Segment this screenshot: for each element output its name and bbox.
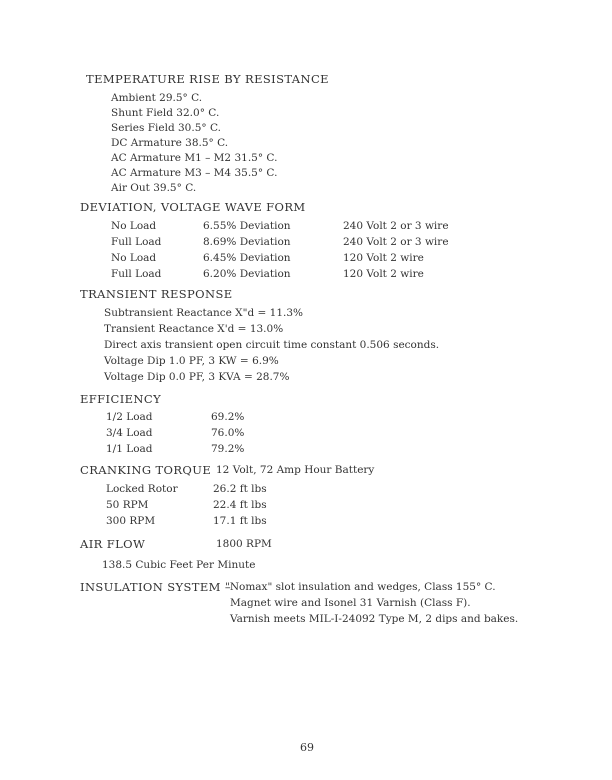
airflow-rpm: 1800 RPM	[216, 538, 272, 550]
deviation-heading: DEVIATION, VOLTAGE WAVE FORM	[80, 200, 306, 214]
deviation-volt: 240 Volt 2 or 3 wire	[343, 236, 449, 248]
deviation-volt: 240 Volt 2 or 3 wire	[343, 220, 449, 232]
airflow-heading: AIR FLOW	[80, 537, 146, 551]
cranking-label: 300 RPM	[106, 515, 156, 527]
temperature-item: DC Armature 38.5° C.	[111, 137, 229, 149]
efficiency-value: 69.2%	[211, 411, 245, 423]
cranking-row	[0, 499, 612, 514]
deviation-load: Full Load	[111, 236, 162, 248]
page-number: 69	[300, 741, 314, 754]
temperature-item: Series Field 30.5° C.	[111, 122, 221, 134]
transient-item: Voltage Dip 1.0 PF, 3 KW = 6.9%	[104, 355, 279, 367]
insulation-heading: INSULATION SYSTEM –	[80, 580, 232, 594]
cranking-label: 50 RPM	[106, 499, 149, 511]
deviation-value: 6.55% Deviation	[203, 220, 291, 232]
deviation-value: 6.45% Deviation	[203, 252, 291, 264]
insulation-line: "Nomax" slot insulation and wedges, Class 155° C.	[225, 581, 496, 593]
cranking-value: 17.1 ft lbs	[213, 515, 267, 527]
efficiency-load: 1/2 Load	[106, 411, 153, 423]
deviation-load: No Load	[111, 220, 157, 232]
deviation-row	[0, 268, 612, 283]
transient-item: Transient Reactance X'd = 13.0%	[104, 323, 284, 335]
transient-heading: TRANSIENT RESPONSE	[80, 287, 233, 301]
cranking-row	[0, 515, 612, 530]
cranking-label: Locked Rotor	[106, 483, 178, 495]
temperature-item: Ambient 29.5° C.	[111, 92, 203, 104]
insulation-line: Varnish meets MIL-I-24092 Type M, 2 dips and bakes.	[230, 613, 519, 625]
temperature-heading: TEMPERATURE RISE BY RESISTANCE	[86, 72, 329, 86]
efficiency-row	[0, 411, 612, 426]
efficiency-heading: EFFICIENCY	[80, 392, 162, 406]
cranking-value: 26.2 ft lbs	[213, 483, 267, 495]
deviation-value: 8.69% Deviation	[203, 236, 291, 248]
temperature-item: Air Out 39.5° C.	[111, 182, 197, 194]
temperature-item: Shunt Field 32.0° C.	[111, 107, 220, 119]
efficiency-value: 76.0%	[211, 427, 245, 439]
temperature-item: AC Armature M3 – M4 35.5° C.	[111, 167, 278, 179]
efficiency-load: 1/1 Load	[106, 443, 153, 455]
cranking-value: 22.4 ft lbs	[213, 499, 267, 511]
temperature-item: AC Armature M1 – M2 31.5° C.	[111, 152, 278, 164]
efficiency-row	[0, 427, 612, 442]
airflow-cfm: 138.5 Cubic Feet Per Minute	[102, 559, 256, 571]
efficiency-row	[0, 443, 612, 458]
deviation-load: Full Load	[111, 268, 162, 280]
cranking-battery: 12 Volt, 72 Amp Hour Battery	[216, 464, 375, 476]
deviation-row	[0, 252, 612, 267]
insulation-line: Magnet wire and Isonel 31 Varnish (Class F).	[230, 597, 471, 609]
efficiency-value: 79.2%	[211, 443, 245, 455]
transient-item: Direct axis transient open circuit time constant 0.506 seconds.	[104, 339, 440, 351]
deviation-volt: 120 Volt 2 wire	[343, 252, 424, 264]
transient-item: Voltage Dip 0.0 PF, 3 KVA = 28.7%	[104, 371, 290, 383]
transient-item: Subtransient Reactance X"d = 11.3%	[104, 307, 304, 319]
cranking-row	[0, 483, 612, 498]
cranking-heading: CRANKING TORQUE	[80, 463, 212, 477]
deviation-volt: 120 Volt 2 wire	[343, 268, 424, 280]
deviation-load: No Load	[111, 252, 157, 264]
deviation-value: 6.20% Deviation	[203, 268, 291, 280]
deviation-row	[0, 220, 612, 235]
efficiency-load: 3/4 Load	[106, 427, 153, 439]
deviation-row	[0, 236, 612, 251]
